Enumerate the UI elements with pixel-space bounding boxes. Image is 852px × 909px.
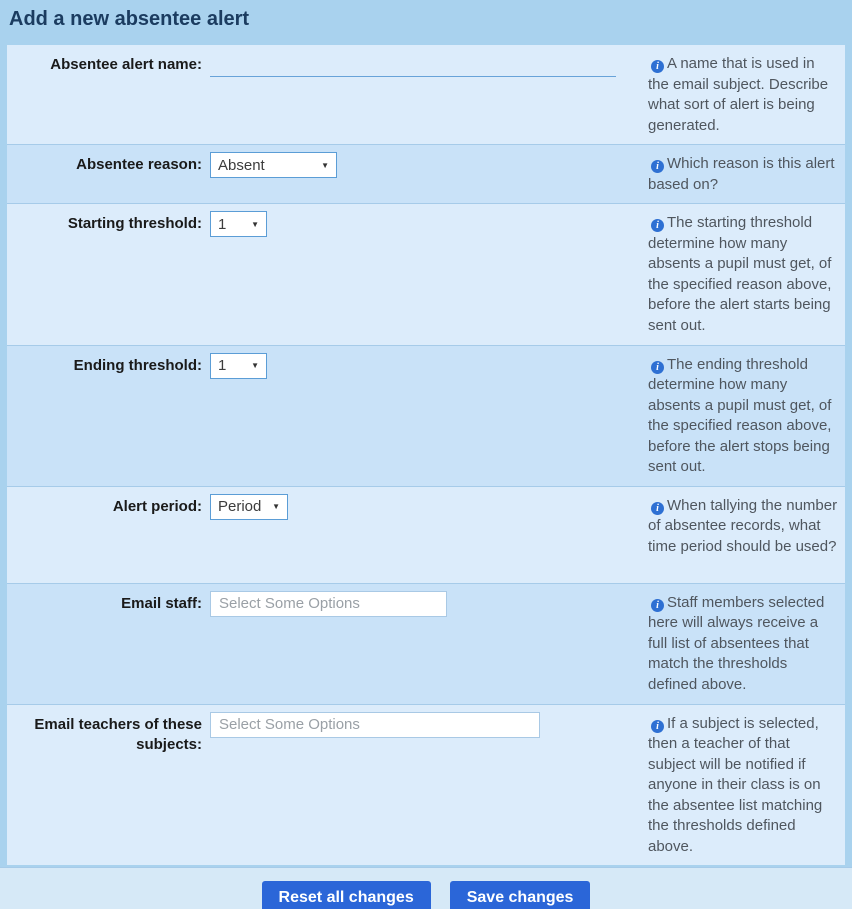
alert-name-help [648,45,845,144]
help-text: The starting threshold determine how many absents a pupil must get, of the specified reason above, before the alert starts being sent out. [648,214,832,335]
email-teachers-label: Email teachers of these subjects: [34,715,202,753]
ending-threshold-help [648,346,845,486]
email-staff-multiselect[interactable] [210,591,447,617]
help-text: Which reason is this alert based on? [648,155,835,193]
help-text: When tallying the number of absentee records, what time period should be used? [648,496,838,555]
email-staff-label: Email staff: [121,594,202,612]
starting-threshold-help [648,204,845,344]
form-row-alert-name [7,45,845,144]
save-changes-button[interactable]: Save changes [450,881,591,909]
form-actions-bar [0,867,852,909]
page-header [0,0,852,40]
form-row-alert-period [7,486,845,583]
starting-threshold-label: Starting threshold: [67,215,202,233]
alert-name-label: Absentee alert name: [50,56,202,73]
info-circle-icon: i [651,599,664,612]
info-circle-icon: i [651,219,664,232]
starting-threshold-select[interactable] [210,211,267,237]
help-text: A name that is used in the email subject. Describe what sort of alert is being generated. [648,55,829,134]
ending-threshold-select[interactable] [210,353,267,379]
info-circle-icon: i [651,361,664,374]
selected-value: Absent [218,156,265,174]
chevron-down-icon: ▼ [251,361,259,371]
ending-threshold-field-cell [210,346,648,486]
absentee-reason-help [648,145,845,203]
alert-name-field-cell [210,45,648,144]
form-row-absentee-reason [7,144,845,203]
alert-period-field-cell [210,487,648,583]
email-staff-help [648,584,845,704]
reset-all-changes-button[interactable]: Reset all changes [262,881,431,909]
email-teachers-help [648,705,845,866]
form-row-email-staff [7,583,845,704]
page-title: Add a new absentee alert [9,8,250,30]
alert-period-select[interactable] [210,494,288,520]
selected-value: 1 [218,215,227,233]
chevron-down-icon: ▼ [321,160,329,170]
form-row-email-teachers [7,704,845,866]
help-text: Staff members selected here will always receive a full list of absentees that match the thresholds defined above. [648,593,825,694]
chevron-down-icon: ▼ [251,219,259,229]
help-text: If a subject is selected, then a teacher of that subject will be notified if anyone in their class is on the absentee list matching the thresholds defined above. [648,714,823,855]
form-row-ending-threshold [7,345,845,486]
absentee-reason-label: Absentee reason: [76,156,202,174]
selected-value: 1 [218,357,227,375]
ending-threshold-label: Ending threshold: [73,356,202,374]
starting-threshold-field-cell [210,204,648,344]
selected-value: Period [218,498,262,516]
absentee-reason-select[interactable] [210,152,337,178]
absentee-reason-field-cell [210,145,648,203]
absentee-alert-form [7,45,845,865]
alert-period-label: Alert period: [112,497,202,515]
info-circle-icon: i [651,720,664,733]
email-teachers-field-cell [210,705,648,866]
form-row-starting-threshold [7,203,845,344]
info-circle-icon: i [651,60,664,73]
info-circle-icon: i [651,502,664,515]
chevron-down-icon: ▼ [272,502,280,512]
absentee-alert-name-input[interactable] [210,55,616,77]
info-circle-icon: i [651,160,664,173]
email-teachers-multiselect[interactable] [210,712,540,738]
email-staff-field-cell [210,584,648,704]
alert-period-help [648,487,845,583]
help-text: The ending threshold determine how many absents a pupil must get, of the specified reason above, before the alert stops being sent out. [648,355,832,476]
